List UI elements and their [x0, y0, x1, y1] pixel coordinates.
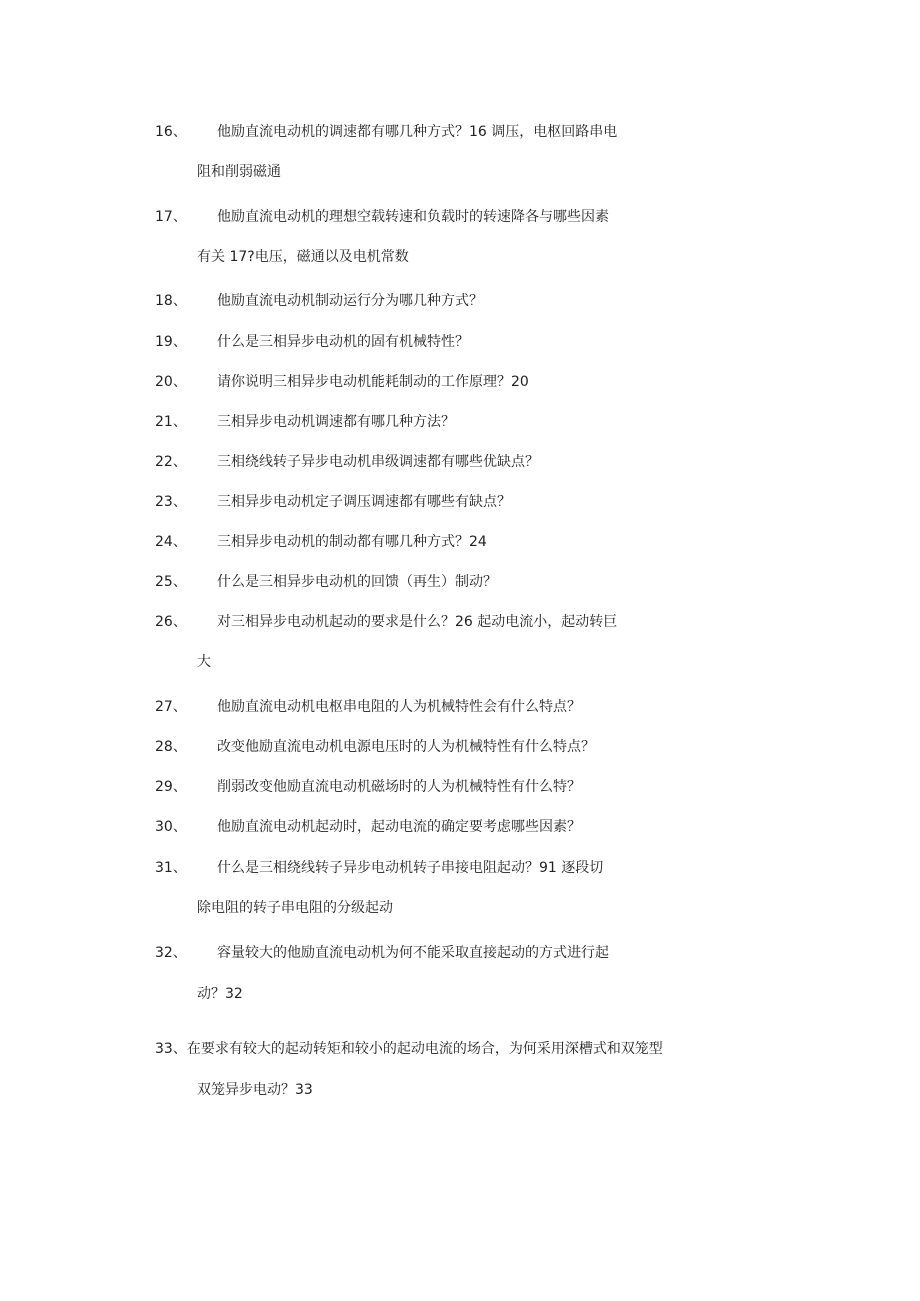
- question-text: 他励直流电动机起动时，起动电流的确定要考虑哪些因素？: [217, 819, 581, 835]
- question-text-continuation: 阻和削弱磁通: [197, 164, 281, 180]
- question-number: 16、: [155, 124, 187, 140]
- question-text: 什么是三相绕线转子异步电动机转子串接电阻起动？91 逐段切: [217, 860, 604, 876]
- question-text: 三相异步电动机的制动都有哪几种方式？24: [217, 534, 487, 550]
- question-text: 什么是三相异步电动机的回馈（再生）制动？: [217, 574, 497, 590]
- question-number: 21、: [155, 414, 187, 430]
- question-text: 什么是三相异步电动机的固有机械特性？: [217, 334, 469, 350]
- question-number: 24、: [155, 534, 187, 550]
- question-number: 18、: [155, 293, 187, 309]
- question-text: 对三相异步电动机起动的要求是什么？26 起动电流小，起动转巨: [217, 614, 618, 630]
- question-number: 22、: [155, 454, 187, 470]
- question-text: 容量较大的他励直流电动机为何不能采取直接起动的方式进行起: [217, 945, 609, 961]
- question-number: 25、: [155, 574, 187, 590]
- question-number: 26、: [155, 614, 187, 630]
- question-number: 30、: [155, 819, 187, 835]
- question-text: 33、在要求有较大的起动转矩和较小的起动电流的场合，为何采用深槽式和双笼型: [155, 1041, 663, 1057]
- question-text: 三相异步电动机定子调压调速都有哪些有缺点？: [217, 494, 511, 510]
- question-text: 三相绕线转子异步电动机串级调速都有哪些优缺点？: [217, 454, 539, 470]
- question-text-continuation: 动？32: [197, 986, 243, 1002]
- question-text: 请你说明三相异步电动机能耗制动的工作原理？20: [217, 374, 529, 390]
- question-number: 23、: [155, 494, 187, 510]
- question-text: 他励直流电动机制动运行分为哪几种方式？: [217, 293, 483, 309]
- question-text-continuation: 双笼异步电动？33: [197, 1082, 313, 1098]
- question-text: 改变他励直流电动机电源电压时的人为机械特性有什么特点？: [217, 739, 595, 755]
- question-text: 他励直流电动机的调速都有哪几种方式？16 调压，电枢回路串电: [217, 124, 618, 140]
- question-text: 他励直流电动机的理想空载转速和负载时的转速降各与哪些因素: [217, 209, 609, 225]
- question-text-continuation: 除电阻的转子串电阻的分级起动: [197, 900, 393, 916]
- question-number: 19、: [155, 334, 187, 350]
- question-number: 31、: [155, 860, 187, 876]
- question-text: 削弱改变他励直流电动机磁场时的人为机械特性有什么特？: [217, 779, 581, 795]
- question-text: 他励直流电动机电枢串电阻的人为机械特性会有什么特点？: [217, 699, 581, 715]
- question-text-continuation: 大: [197, 654, 211, 670]
- question-number: 20、: [155, 374, 187, 390]
- question-number: 27、: [155, 699, 187, 715]
- question-number: 17、: [155, 209, 187, 225]
- question-number: 32、: [155, 945, 187, 961]
- question-number: 28、: [155, 739, 187, 755]
- question-text-continuation: 有关 17?电压，磁通以及电机常数: [197, 249, 409, 265]
- question-text: 三相异步电动机调速都有哪几种方法？: [217, 414, 455, 430]
- question-number: 29、: [155, 779, 187, 795]
